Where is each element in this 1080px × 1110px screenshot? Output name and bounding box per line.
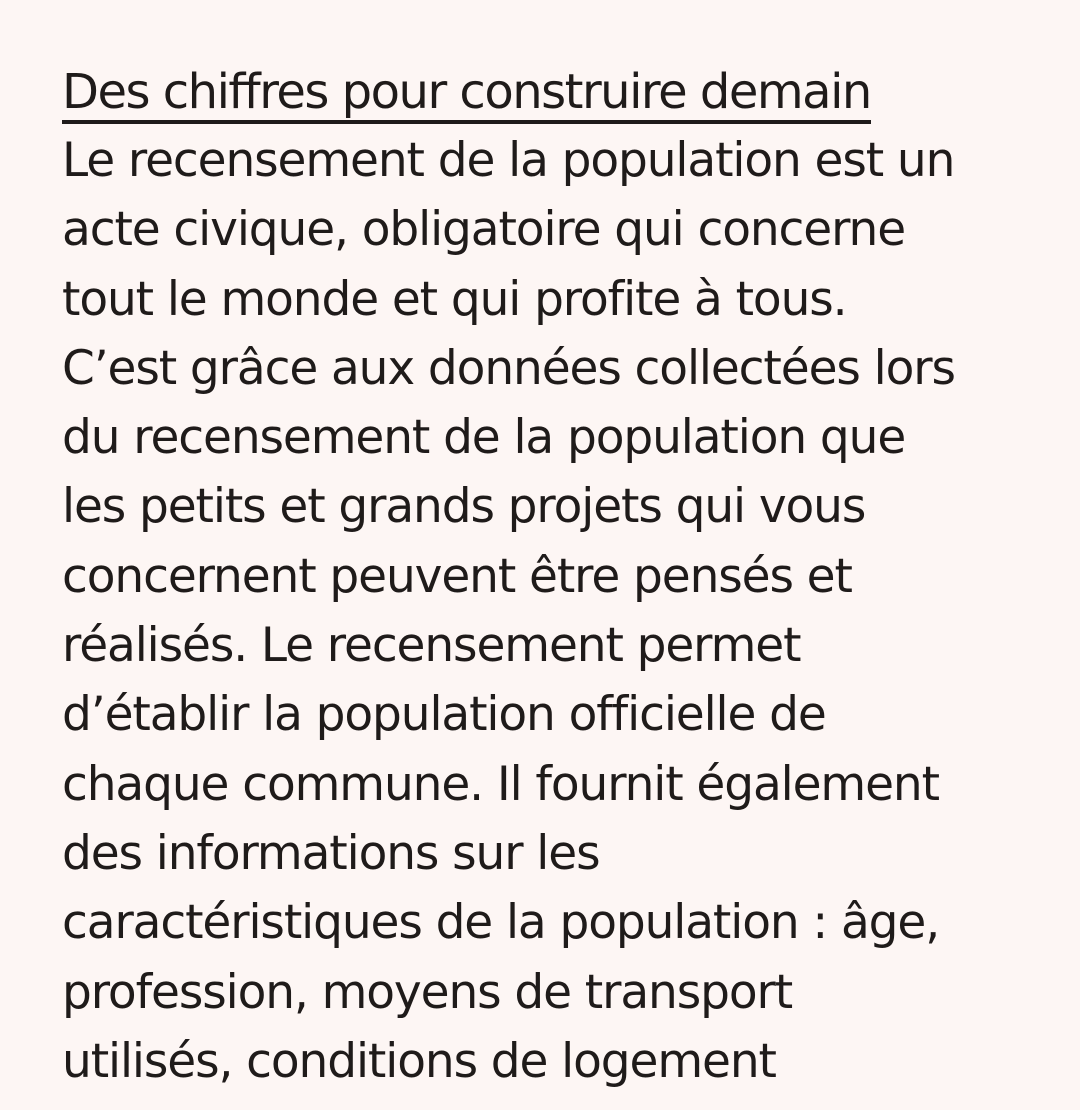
body-line: utilisés, conditions de logement — [62, 1033, 776, 1089]
body-line: profession, moyens de transport — [62, 964, 793, 1020]
body-line: du recensement de la population que — [62, 410, 906, 466]
body-line: chaque commune. Il fournit également — [62, 756, 939, 812]
body-line: les petits et grands projets qui vous — [62, 479, 866, 535]
body-line: des informations sur les — [62, 825, 600, 881]
body-line: Le recensement de la population est un — [62, 133, 955, 188]
article-body — [62, 126, 1072, 1096]
body-line: caractéristiques de la population : âge, — [62, 895, 940, 951]
body-line: réalisés. Le recensement permet — [62, 618, 801, 674]
article-heading-text: Des chiffres pour construire demain — [62, 64, 871, 124]
body-line: acte civique, obligatoire qui concerne — [62, 202, 906, 258]
body-line: tout le monde et qui profite à tous. — [62, 271, 847, 327]
body-line: C’est grâce aux données collectées lors — [62, 340, 955, 396]
body-line: concernent peuvent être pensés et — [62, 548, 852, 604]
body-line: d’établir la population officielle de — [62, 687, 826, 743]
article-content — [62, 58, 1072, 1096]
article-heading-link[interactable] — [62, 58, 1072, 126]
